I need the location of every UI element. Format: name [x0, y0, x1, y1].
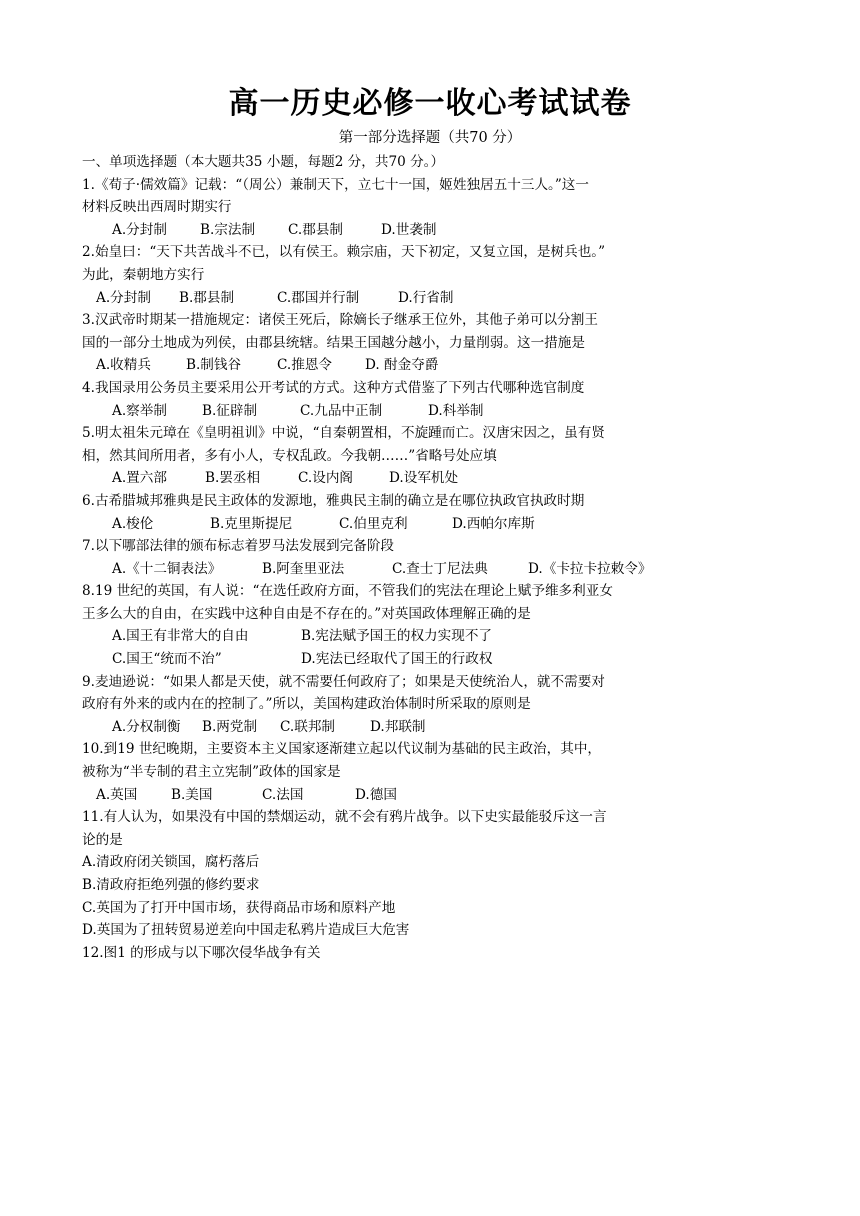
option-b: B.阿奎里亚法	[262, 560, 345, 577]
option-c: C.国王“统而不治”	[112, 651, 222, 668]
option-c: C.九品中正制	[300, 402, 383, 419]
option-d: D.行省制	[398, 289, 454, 306]
option-row	[82, 513, 702, 536]
option-d: D.邦联制	[370, 718, 426, 735]
option-c: C.联邦制	[280, 718, 336, 735]
option-row	[82, 400, 702, 423]
option-row	[82, 354, 702, 377]
question-stem-line: 3.汉武帝时期某一措施规定：诸侯王死后，除嫡长子继承王位外，其他子弟可以分割王	[82, 312, 598, 329]
option-a: A.梭伦	[112, 515, 154, 532]
option-c: C.法国	[262, 786, 304, 803]
option-b: B.郡县制	[179, 289, 235, 306]
option-row	[82, 558, 702, 581]
question-stem-line: 4.我国录用公务员主要采用公开考试的方式。这种方式借鉴了下列古代哪种选官制度	[82, 379, 585, 396]
question-stem-line: 11.有人认为，如果没有中国的禁烟运动，就不会有鸦片战争。以下史实最能驳斥这一言	[82, 809, 607, 826]
exam-title: 高一历史必修一收心考试试卷	[228, 86, 632, 121]
option-b: B.美国	[171, 786, 213, 803]
option-a: A.分封制	[96, 289, 151, 306]
option-b: B.罢丞相	[205, 470, 261, 487]
option-a: A.分封制	[112, 221, 167, 238]
option-b: B.清政府拒绝列强的修约要求	[82, 877, 260, 893]
option-a: A.英国	[96, 786, 138, 803]
option-b: B.两党制	[202, 718, 258, 735]
option-c: C.查士丁尼法典	[392, 560, 488, 577]
option-a: A.察举制	[112, 402, 167, 419]
option-c: C.郡县制	[288, 221, 344, 238]
option-row	[82, 648, 702, 671]
option-a: A.收精兵	[96, 357, 151, 374]
option-b: B.宗法制	[200, 221, 256, 238]
question-stem-line: 12.图1 的形成与以下哪次侵华战争有关	[82, 944, 321, 961]
option-row	[82, 716, 702, 739]
option-d: D.德国	[355, 786, 397, 803]
section-heading: 一、单项选择题（本大题共35 小题，每题2 分，共70 分。）	[82, 154, 445, 170]
option-b: B.克里斯提尼	[210, 515, 293, 532]
question-stem-line: 王多么大的自由，在实践中这种自由是不存在的。”对英国政体理解正确的是	[82, 605, 531, 622]
option-c: C.郡国并行制	[277, 289, 360, 306]
option-row	[82, 287, 702, 310]
question-stem-line: 国的一部分土地成为列侯，由郡县统辖。结果王国越分越小，力量削弱。这一措施是	[82, 334, 585, 351]
option-d: D.科举制	[428, 402, 484, 419]
option-d: D. 酎金夺爵	[365, 357, 439, 374]
part-heading: 第一部分选择题（共70 分）	[338, 130, 522, 146]
question-stem-line: 材料反映出西周时期实行	[82, 199, 232, 216]
question-stem-line: 为此，秦朝地方实行	[82, 266, 205, 283]
option-a: A.清政府闭关锁国，腐朽落后	[82, 854, 260, 871]
option-row	[82, 467, 702, 490]
question-stem-line: 2.始皇曰：“天下共苦战斗不已，以有侯王。赖宗庙，天下初定，又复立国，是树兵也。”	[82, 244, 606, 261]
question-stem-line: 论的是	[82, 831, 123, 848]
question-stem-line: 7.以下哪部法律的颁布标志着罗马法发展到完备阶段	[82, 538, 395, 555]
option-b: B.制钱谷	[186, 357, 242, 374]
option-d: D.英国为了扭转贸易逆差向中国走私鸦片造成巨大危害	[82, 922, 410, 939]
question-stem-line: 8.19 世纪的英国，有人说：“在选任政府方面，不管我们的宪法在理论上赋予维多利亚女	[82, 583, 613, 600]
option-row	[82, 625, 702, 648]
question-stem-line: 相，然其间所用者，多有小人，专权乱政。今我朝……”省略号处应填	[82, 447, 497, 464]
option-c: C.设内阁	[298, 470, 354, 487]
option-a: A.分权制衡	[112, 718, 181, 735]
question-stem-line: 被称为“半专制的君主立宪制”政体的国家是	[82, 764, 341, 781]
option-d: D.宪法已经取代了国王的行政权	[301, 651, 493, 668]
question-stem-line: 政府有外来的或内在的控制了。”所以，美国构建政治体制时所采取的原则是	[82, 696, 531, 713]
option-a: A.置六部	[112, 470, 167, 487]
option-row	[82, 219, 702, 242]
option-d: D.世袭制	[381, 221, 437, 238]
option-d: D.《卡拉卡拉敕令》	[528, 560, 652, 577]
option-c: C.伯里克利	[339, 515, 408, 532]
question-stem-line: 9.麦迪逊说：“如果人都是天使，就不需要任何政府了；如果是天使统治人，就不需要对	[82, 673, 605, 690]
question-stem-line: 10.到19 世纪晚期，主要资本主义国家逐渐建立起以代议制为基础的民主政治，其中，	[82, 741, 602, 758]
option-c: C.推恩令	[277, 357, 333, 374]
option-c: C.英国为了打开中国市场，获得商品市场和原料产地	[82, 899, 396, 916]
option-d: D.设军机处	[389, 470, 459, 487]
option-row	[82, 784, 702, 807]
question-stem-line: 1.《荀子·儒效篇》记载：“（周公）兼制天下，立七十一国，姬姓独居五十三人。”这一	[82, 176, 589, 193]
option-a: A.《十二铜表法》	[112, 560, 222, 577]
option-a: A.国王有非常大的自由	[112, 628, 249, 645]
option-d: D.西帕尔库斯	[452, 515, 535, 532]
question-stem-line: 6.古希腊城邦雅典是民主政体的发源地，雅典民主制的确立是在哪位执政官执政时期	[82, 492, 585, 509]
question-list	[82, 151, 702, 964]
option-b: B.宪法赋予国王的权力实现不了	[301, 628, 493, 645]
question-stem-line: 5.明太祖朱元璋在《皇明祖训》中说，“自秦朝置相，不旋踵而亡。汉唐宋因之，虽有贤	[82, 425, 605, 442]
option-b: B.征辟制	[202, 402, 258, 419]
